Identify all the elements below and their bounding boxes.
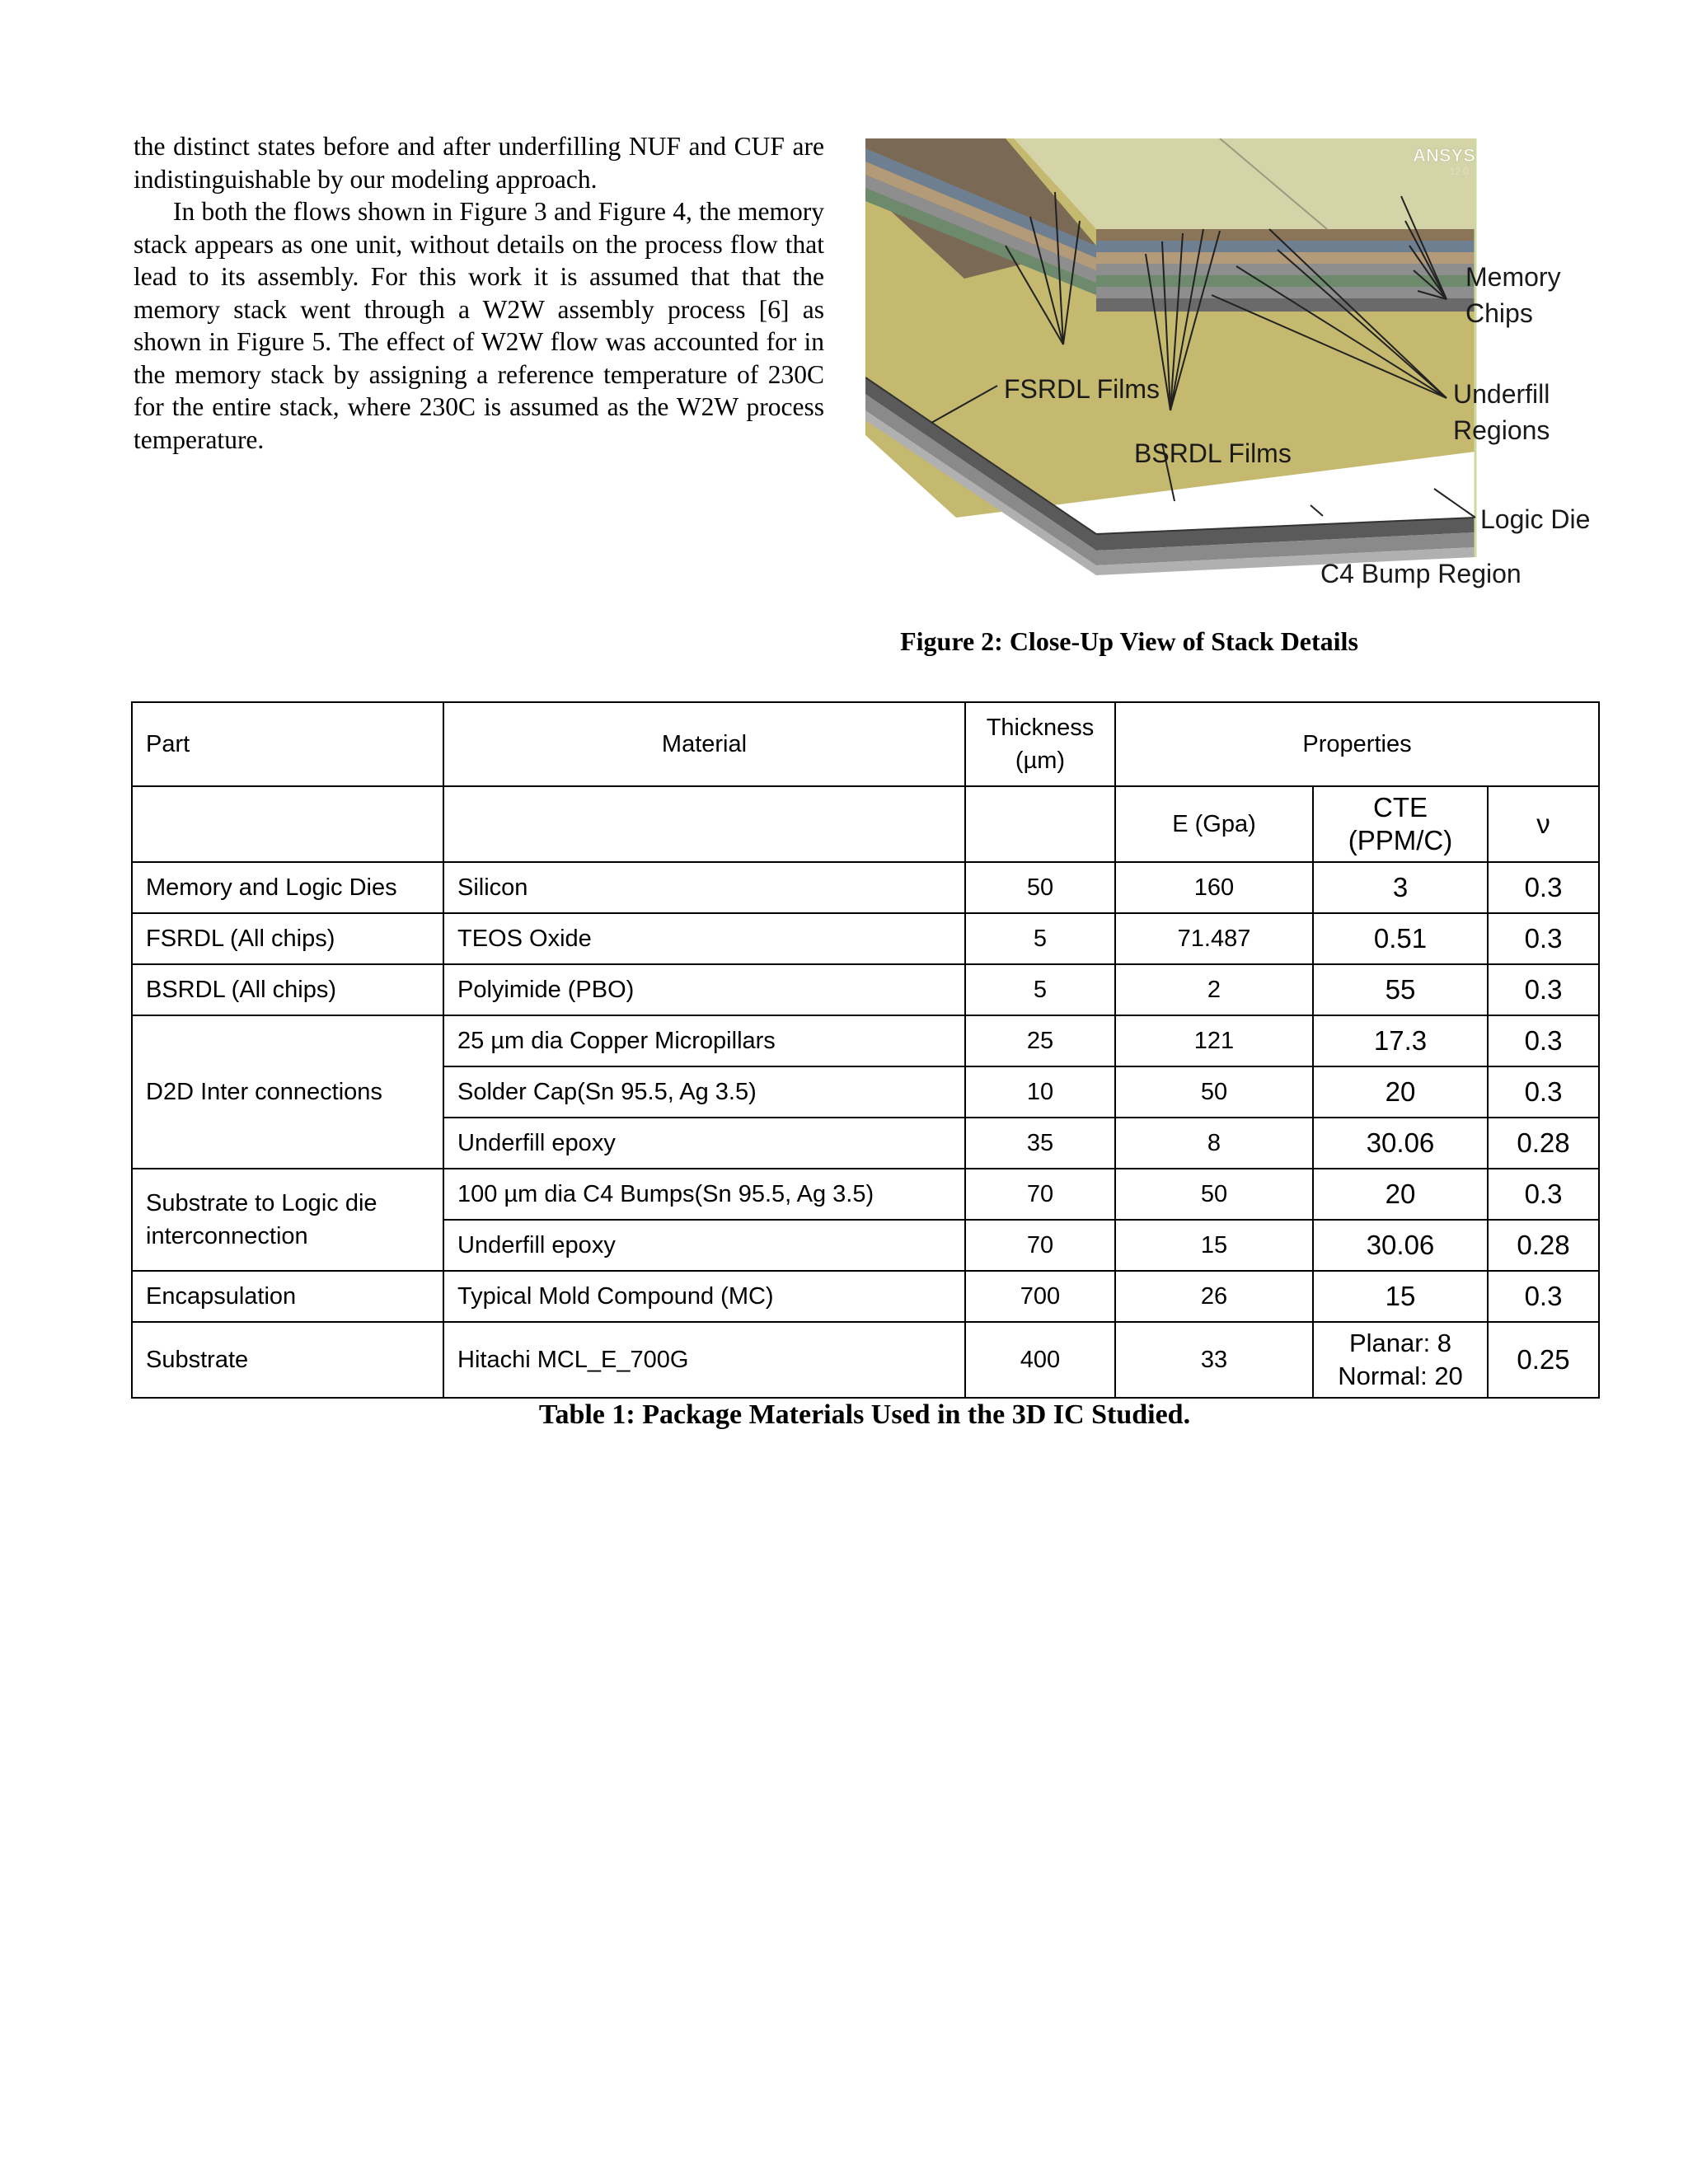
table-row: D2D Inter connections 25 µm dia Copper Micropillars 25 121 17.3 0.3 bbox=[132, 1015, 1599, 1066]
label-regions: Regions bbox=[1453, 415, 1550, 445]
stack-figure bbox=[865, 138, 1607, 600]
label-memory: Memory bbox=[1465, 262, 1561, 292]
materials-table bbox=[131, 701, 1600, 1399]
table-row: Underfill epoxy 35 8 30.06 0.28 bbox=[132, 1118, 1599, 1169]
table-caption: Table 1: Package Materials Used in the 3D IC Studied. bbox=[538, 1399, 1191, 1430]
table-row: Encapsulation Typical Mold Compound (MC) 700 26 15 0.3 bbox=[132, 1271, 1599, 1322]
label-fsrdl: FSRDL Films bbox=[1004, 374, 1160, 404]
ansys-logo: ANSYS bbox=[1413, 145, 1475, 166]
table-header-row bbox=[132, 702, 1599, 786]
table-subheader-row bbox=[132, 786, 1599, 862]
header-thickness: Thickness (µm) bbox=[965, 702, 1115, 786]
cte-planar: Planar: 8 bbox=[1348, 1329, 1452, 1357]
label-chips: Chips bbox=[1465, 298, 1533, 328]
body-text bbox=[134, 130, 824, 456]
table-row: FSRDL (All chips) TEOS Oxide 5 71.487 0.51 0.3 bbox=[132, 913, 1599, 964]
label-bsrdl: BSRDL Films bbox=[1134, 438, 1292, 468]
label-c4-region: C4 Bump Region bbox=[1320, 559, 1522, 588]
table-row: Underfill epoxy 70 15 30.06 0.28 bbox=[132, 1220, 1599, 1271]
cte-normal: Normal: 20 bbox=[1338, 1361, 1463, 1390]
table-row: Memory and Logic Dies Silicon 50 160 3 0.3 bbox=[132, 862, 1599, 913]
ansys-version: 12.0 bbox=[1449, 166, 1469, 177]
label-underfill: Underfill bbox=[1453, 379, 1550, 409]
d2d-part-cell: D2D Inter connections bbox=[132, 1015, 443, 1169]
paragraph-1: the distinct states before and after underfilling NUF and CUF are indistinguishable by our modeling approach. bbox=[134, 132, 824, 194]
label-logic-die: Logic Die bbox=[1480, 504, 1591, 534]
table-row: Substrate to Logic die interconnection 100 µm dia C4 Bumps(Sn 95.5, Ag 3.5) 70 50 20 0.3 bbox=[132, 1169, 1599, 1220]
figure-caption: Figure 2: Close-Up View of Stack Details bbox=[900, 626, 1358, 656]
header-nu: ν bbox=[1488, 786, 1599, 862]
header-cte: CTE (PPM/C) bbox=[1313, 786, 1488, 862]
substrate-logic-part-cell: Substrate to Logic die interconnection bbox=[132, 1169, 443, 1271]
table-row: Substrate Hitachi MCL_E_700G 400 33 Planar: 8 Normal: 20 0.25 bbox=[132, 1322, 1599, 1398]
header-part: Part bbox=[132, 702, 443, 786]
paragraph-2: In both the flows shown in Figure 3 and Figure 4, the memory stack appears as one unit, without details on the process flow that lead to its assembly. For this work it is assumed that that the memory stack went through a W2W assembly process [6] as shown in Figure 5. The effect of W2W flow was accounted for in the memory stack by assigning a reference temperature of 230C for the entire stack, where 230C is assumed as the W2W process temperature. bbox=[134, 197, 824, 454]
header-e: E (Gpa) bbox=[1115, 786, 1313, 862]
header-properties: Properties bbox=[1115, 702, 1599, 786]
table-row: BSRDL (All chips) Polyimide (PBO) 5 2 55 0.3 bbox=[132, 964, 1599, 1015]
header-material: Material bbox=[443, 702, 965, 786]
table-row: Solder Cap(Sn 95.5, Ag 3.5) 10 50 20 0.3 bbox=[132, 1066, 1599, 1118]
